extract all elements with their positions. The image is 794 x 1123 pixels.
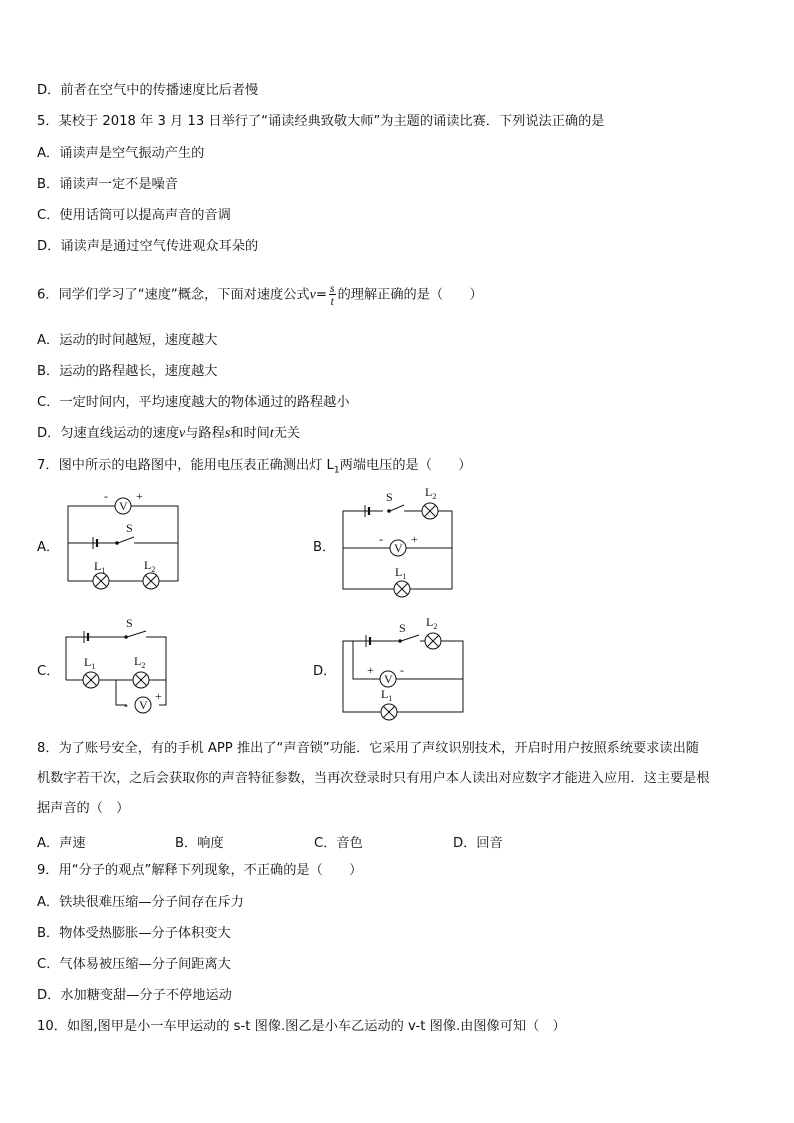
circuit-c-label: C． <box>37 664 60 679</box>
circuit-c-v-minus: - <box>124 698 128 712</box>
circuit-b-v-plus: + <box>411 532 418 546</box>
q7-stem-sub: 1 <box>333 465 340 476</box>
q6-stem-suffix: 的理解正确的是（ ） <box>337 287 483 303</box>
circuit-d-v-minus: - <box>400 663 404 677</box>
q10-stem: 10．如图,图甲是小一车甲运动的 s-t 图像.图乙是小车乙运动的 v-t 图像.由图像可知（ ） <box>37 1019 566 1034</box>
q8-line-2: 机数字若干次，之后会获取你的声音特征参数，当再次登录时只有用户本人读出对应数字才能进入应用．这主要是根 <box>37 771 710 786</box>
q6-d-suffix: 无关 <box>273 426 301 441</box>
q8-option-b: B．响度 <box>175 836 224 851</box>
q7-stem-suffix: 两端电压的是（ ） <box>339 458 472 473</box>
q9-option-b: B．物体受热膨胀—分子体积变大 <box>37 926 231 941</box>
q6-formula-numerator: s <box>329 281 335 295</box>
circuit-a-voltmeter: V <box>119 499 128 513</box>
q5-option-c: C．使用话筒可以提高声音的音调 <box>37 208 231 223</box>
circuit-c-switch: S <box>126 616 133 630</box>
q6-d-prefix: D．匀速直线运动的速度 <box>37 426 180 441</box>
circuit-b-l1: $L_1$ <box>395 565 407 581</box>
q6-formula-denominator: t <box>330 294 334 308</box>
q8-line-1: 8．为了账号安全，有的手机 APP 推出了“声音锁”功能．它采用了声纹识别技术，开启时用户按照系统要求读出随 <box>37 741 699 756</box>
circuit-c-v-plus: + <box>155 689 162 703</box>
q6-stem-prefix: 6．同学们学习了“速度”概念，下面对速度公式 <box>37 287 310 303</box>
q9-option-a: A．铁块很难压缩—分子间存在斥力 <box>37 895 244 910</box>
q8-line-3: 据声音的（ ） <box>37 801 130 816</box>
q6-option-b: B．运动的路程越长，速度越大 <box>37 364 218 379</box>
circuit-a-v-plus: + <box>136 489 143 503</box>
circuit-b-voltmeter: V <box>394 541 403 555</box>
q8-option-c: C．音色 <box>314 836 363 851</box>
circuit-a-label: A． <box>37 540 60 555</box>
q5-stem: 5．某校于 2018 年 3 月 13 日举行了“诵读经典致敬大师”为主题的诵读比赛．下列说法正确的是 <box>37 114 605 129</box>
circuit-d-l2: $L_2$ <box>426 615 438 631</box>
q6-d-t: t <box>269 426 274 441</box>
circuit-a-l1: $L_1$ <box>94 559 106 575</box>
circuit-b-label: B． <box>313 540 336 555</box>
q6-d-mid1: 与路程 <box>185 426 225 441</box>
circuit-c-voltmeter: V <box>139 698 148 712</box>
q9-stem: 9．用“分子的观点”解释下列现象，不正确的是（ ） <box>37 863 363 878</box>
q5-option-d: D．诵读声是通过空气传进观众耳朵的 <box>37 239 259 254</box>
circuit-d-voltmeter: V <box>384 672 393 686</box>
q6-option-c: C．一定时间内，平均速度越大的物体通过的路程越小 <box>37 395 350 410</box>
q9-option-c: C．气体易被压缩—分子间距离大 <box>37 957 231 972</box>
circuit-c <box>66 631 166 713</box>
q8-option-a: A．声速 <box>37 836 86 851</box>
q9-option-d: D．水加糖变甜—分子不停地运动 <box>37 988 232 1003</box>
circuit-d-switch: S <box>399 621 406 635</box>
q6-d-v: v <box>179 426 186 441</box>
q7-stem-prefix: 7．图中所示的电路图中，能用电压表正确测出灯 L <box>37 458 334 473</box>
circuit-a-v-minus: - <box>104 489 108 503</box>
q6-d-mid2: 和时间 <box>230 426 270 441</box>
circuit-b-l2: $L_2$ <box>425 485 437 501</box>
q6-formula-eq: = <box>315 287 327 303</box>
circuit-a-switch: S <box>126 521 133 535</box>
q6-formula-v: v <box>309 287 316 303</box>
q4-option-d: D．前者在空气中的传播速度比后者慢 <box>37 83 259 98</box>
q5-option-a: A．诵读声是空气振动产生的 <box>37 146 205 161</box>
q6-option-a: A．运动的时间越短，速度越大 <box>37 333 218 348</box>
circuit-d-v-plus: + <box>367 663 374 677</box>
q5-option-b: B．诵读声一定不是噪音 <box>37 177 178 192</box>
circuit-c-l2: $L_2$ <box>134 654 146 670</box>
q6-d-s: s <box>224 426 231 441</box>
circuit-b-switch: S <box>386 490 393 504</box>
circuit-b-v-minus: - <box>379 532 383 546</box>
circuit-d-label: D． <box>313 664 337 679</box>
q8-option-d: D．回音 <box>453 836 503 851</box>
circuit-d-l1: $L_1$ <box>381 687 393 703</box>
circuit-a-l2: $L_2$ <box>144 558 156 574</box>
circuit-c-l1: $L_1$ <box>84 655 96 671</box>
